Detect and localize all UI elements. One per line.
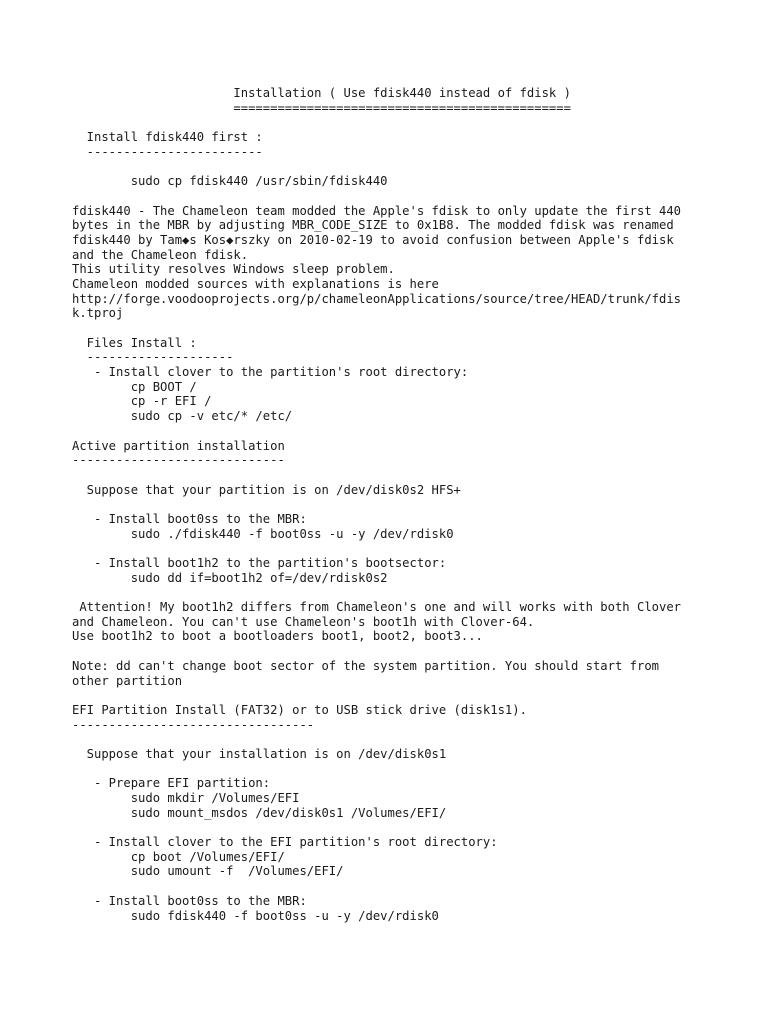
blank-line bbox=[72, 644, 752, 659]
text-line: fdisk440 - The Chameleon team modded the Apple's fdisk to only update the first 440 bbox=[72, 203, 682, 218]
text-line: k.tproj bbox=[72, 306, 124, 321]
text-line: and Chameleon. You can't use Chameleon's boot1h with Clover-64. bbox=[72, 614, 535, 629]
text-line: cp -r EFI / bbox=[72, 394, 212, 409]
text-line: ============================================== bbox=[72, 100, 571, 115]
text-line: http://forge.voodooprojects.org/p/chameleonApplications/source/tree/HEAD/trunk/fdis bbox=[72, 291, 682, 306]
text-line: --------------------------------- bbox=[72, 717, 315, 732]
text-line: - Install boot1h2 to the partition's bootsector: bbox=[72, 556, 447, 570]
text-line: -------------------- bbox=[72, 350, 234, 365]
text-line: Files Install : bbox=[72, 335, 197, 350]
text-line: ----------------------------- bbox=[72, 453, 285, 468]
text-line: ------------------------ bbox=[72, 144, 263, 159]
blank-line bbox=[72, 468, 752, 483]
text-line: sudo cp fdisk440 /usr/sbin/fdisk440 bbox=[72, 174, 388, 189]
text-line: Attention! My boot1h2 differs from Chameleon's one and will works with both Clover bbox=[72, 600, 682, 615]
blank-line bbox=[72, 762, 752, 777]
text-line: Active partition installation bbox=[72, 438, 285, 453]
text-line: sudo cp -v etc/* /etc/ bbox=[72, 409, 293, 424]
text-line: sudo umount -f /Volumes/EFI/ bbox=[72, 864, 344, 879]
text-line: - Prepare EFI partition: bbox=[72, 776, 271, 791]
text-line: Install fdisk440 first : bbox=[72, 130, 263, 145]
text-line: Use boot1h2 to boot a bootloaders boot1, boot2, boot3... bbox=[72, 629, 483, 644]
text-line: - Install boot0ss to the MBR: bbox=[72, 511, 307, 526]
text-line: bytes in the MBR by adjusting MBR_CODE_SIZE to 0x1B8. The modded fdisk was renamed bbox=[72, 218, 674, 233]
blank-line bbox=[72, 321, 752, 336]
blank-line bbox=[72, 189, 752, 204]
text-line: other partition bbox=[72, 673, 183, 688]
text-line: sudo mkdir /Volumes/EFI bbox=[72, 791, 300, 805]
text-line: - Install boot0ss to the MBR: bbox=[72, 893, 307, 908]
blank-line bbox=[72, 115, 752, 130]
blank-line bbox=[72, 732, 752, 747]
text-line: fdisk440 by Tam◆s Kos◆rszky on 2010-02-19 to avoid confusion between Apple's fdisk bbox=[72, 232, 674, 247]
text-line: Suppose that your installation is on /dev/disk0s1 bbox=[72, 746, 447, 761]
text-line: This utility resolves Windows sleep problem. bbox=[72, 262, 395, 277]
blank-line bbox=[72, 879, 752, 894]
text-line: sudo mount_msdos /dev/disk0s1 /Volumes/EFI/ bbox=[72, 805, 447, 820]
text-line: sudo dd if=boot1h2 of=/dev/rdisk0s2 bbox=[72, 570, 388, 585]
blank-line bbox=[72, 820, 752, 835]
text-line: Note: dd can't change boot sector of the system partition. You should start from bbox=[72, 658, 659, 673]
text-line: cp boot /Volumes/EFI/ bbox=[72, 849, 285, 864]
text-line: Chameleon modded sources with explanations is here bbox=[72, 276, 439, 291]
text-line: - Install clover to the partition's root directory: bbox=[72, 365, 469, 380]
blank-line bbox=[72, 497, 752, 512]
text-line: and the Chameleon fdisk. bbox=[72, 247, 249, 262]
text-line: Installation ( Use fdisk440 instead of fdisk ) bbox=[72, 86, 571, 100]
blank-line bbox=[72, 688, 752, 703]
document-body bbox=[72, 86, 752, 923]
text-line: - Install clover to the EFI partition's root directory: bbox=[72, 835, 498, 850]
blank-line bbox=[72, 541, 752, 556]
text-line: cp BOOT / bbox=[72, 379, 197, 394]
blank-line bbox=[72, 424, 752, 439]
blank-line bbox=[72, 159, 752, 174]
blank-line bbox=[72, 585, 752, 600]
text-line: sudo fdisk440 -f boot0ss -u -y /dev/rdisk0 bbox=[72, 908, 439, 923]
text-line: Suppose that your partition is on /dev/disk0s2 HFS+ bbox=[72, 482, 461, 497]
text-line: EFI Partition Install (FAT32) or to USB stick drive (disk1s1). bbox=[72, 702, 527, 717]
text-line: sudo ./fdisk440 -f boot0ss -u -y /dev/rdisk0 bbox=[72, 526, 454, 541]
